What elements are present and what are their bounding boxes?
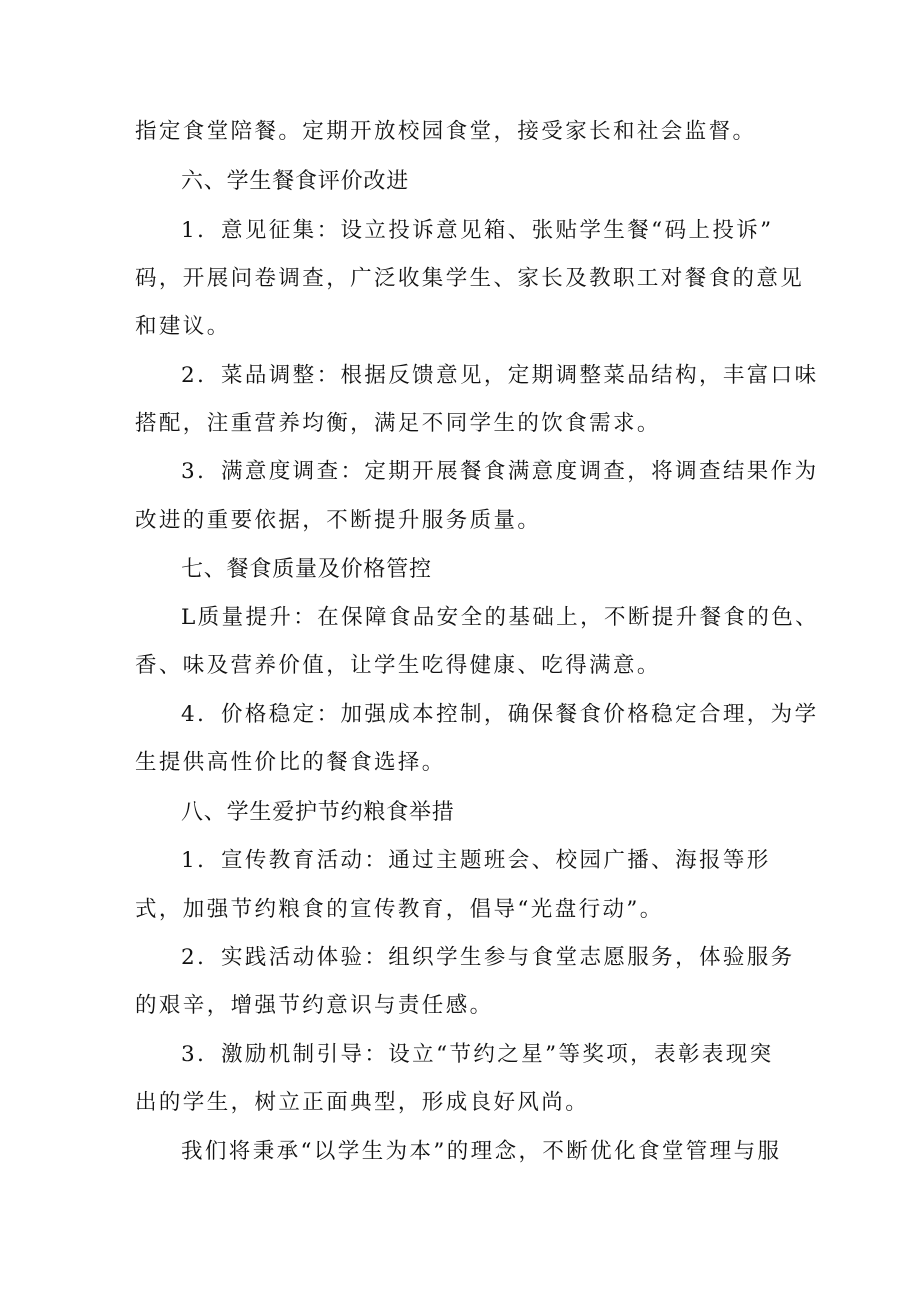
paragraph-line: 改进的重要依据，不断提升服务质量。 (135, 508, 542, 533)
paragraph-line: 1．宣传教育活动：通过主题班会、校园广播、海报等形 (181, 848, 771, 873)
paragraph-line: 搭配，注重营养均衡，满足不同学生的饮食需求。 (135, 411, 661, 436)
paragraph-line: 我们将秉承“以学生为本”的理念，不断优化食堂管理与服 (181, 1139, 782, 1164)
paragraph-line: 3．激励机制引导：设立“节约之星”等奖项，表彰表现突 (181, 1042, 774, 1067)
paragraph-line: 1．意见征集：设立投诉意见箱、张贴学生餐“码上投诉” (181, 218, 774, 243)
section-heading-7: 七、餐食质量及价格管控 (181, 557, 432, 582)
paragraph-line: L质量提升：在保障食品安全的基础上，不断提升餐食的色、 (181, 605, 820, 630)
paragraph-line: 3．满意度调查：定期开展餐食满意度调查，将调查结果作为 (181, 459, 819, 484)
paragraph-line: 和建议。 (135, 314, 231, 339)
paragraph-line: 式，加强节约粮食的宣传教育，倡导“光盘行动”。 (135, 897, 664, 922)
paragraph-line: 生提供高性价比的餐食选择。 (135, 750, 446, 775)
paragraph-line: 2．菜品调整：根据反馈意见，定期调整菜品结构，丰富口味 (181, 363, 819, 388)
paragraph-line: 指定食堂陪餐。定期开放校园食堂，接受家长和社会监督。 (135, 119, 757, 144)
paragraph-line: 4．价格稳定：加强成本控制，确保餐食价格稳定合理，为学 (181, 702, 819, 727)
paragraph-line: 码，开展问卷调查，广泛收集学生、家长及教职工对餐食的意见 (135, 266, 805, 291)
section-heading-8: 八、学生爱护节约粮食举措 (181, 800, 455, 825)
section-heading-6: 六、学生餐食评价改进 (181, 169, 410, 194)
paragraph-line: 2．实践活动体验：组织学生参与食堂志愿服务，体验服务 (181, 945, 795, 970)
paragraph-line: 出的学生，树立正面典型，形成良好风尚。 (135, 1090, 590, 1115)
paragraph-line: 香、味及营养价值，让学生吃得健康、吃得满意。 (135, 653, 661, 678)
paragraph-line: 的艰辛，增强节约意识与责任感。 (135, 993, 494, 1018)
